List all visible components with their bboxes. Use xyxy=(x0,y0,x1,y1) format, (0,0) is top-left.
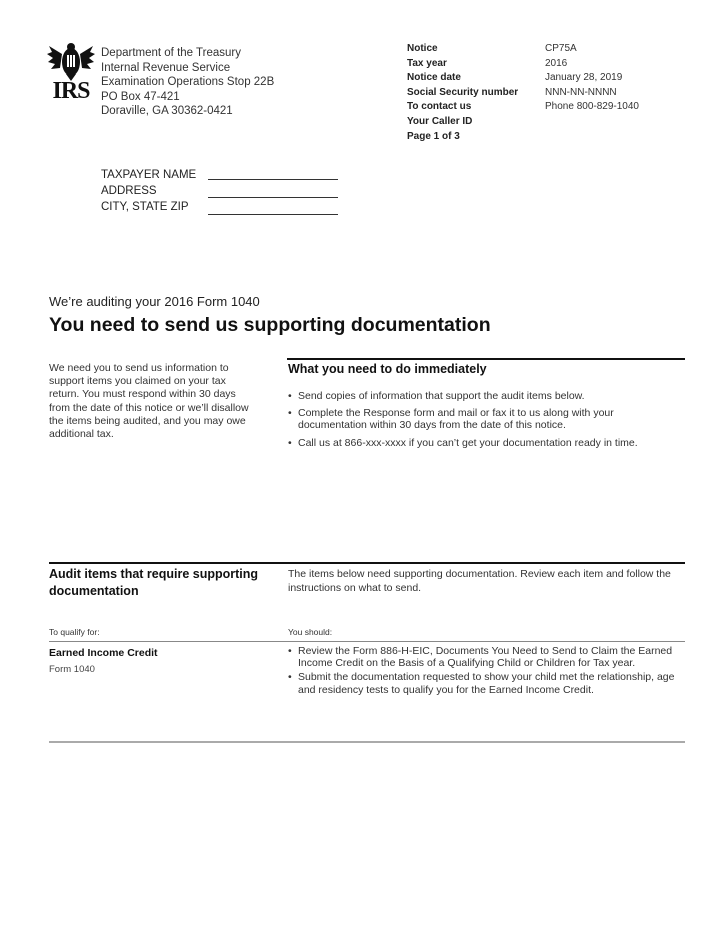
tax-year-value: 2016 xyxy=(545,57,568,69)
agency-line: PO Box 47-421 xyxy=(101,90,180,103)
page-number: Page 1 of 3 xyxy=(407,130,460,142)
eagle-emblem-icon xyxy=(46,42,96,82)
address-label: ADDRESS xyxy=(101,185,157,197)
ssn-value: NNN-NN-NNNN xyxy=(545,86,617,98)
section-divider xyxy=(49,562,685,564)
audit-action-item: • Review the Form 886-H-EIC, Documents You Need to Send to Claim the Earned Income Credit on the Basis of a Qualifying Child or Children for Tax year. xyxy=(288,645,680,669)
notice-subtitle: We’re auditing your 2016 Form 1040 xyxy=(49,294,260,309)
column-header-qualify: To qualify for: xyxy=(49,627,100,637)
notice-date-value: January 28, 2019 xyxy=(545,72,623,84)
agency-line: Doraville, GA 30362-0421 xyxy=(101,105,233,117)
todo-item: • Send copies of information that support the audit items below. xyxy=(288,390,668,402)
audit-action-item: • Submit the documentation requested to show your child met the relationship, age and residency tests to qualify you for the Earned Income Credit. xyxy=(288,671,680,695)
taxpayer-name-label: TAXPAYER NAME xyxy=(101,169,197,181)
todo-item: • Complete the Response form and mail or fax it to us along with your documentation within 30 days from the date of this notice. xyxy=(288,407,668,431)
notice-date-label: Notice date xyxy=(407,72,461,84)
audit-item-name: Earned Income Credit xyxy=(49,647,158,659)
caller-id-label: Your Caller ID xyxy=(407,115,473,127)
notice-label: Notice xyxy=(407,43,438,54)
table-bottom-divider xyxy=(49,741,685,743)
agency-line: Internal Revenue Service xyxy=(101,61,231,74)
irs-logo-text: IRS xyxy=(52,78,90,104)
tax-year-label: Tax year xyxy=(407,57,447,69)
audit-item-form: Form 1040 xyxy=(49,664,95,675)
notice-value: CP75A xyxy=(545,43,577,54)
agency-line: Examination Operations Stop 22B xyxy=(101,76,275,88)
contact-value: Phone 800-829-1040 xyxy=(545,101,639,113)
intro-paragraph: We need you to send us information to support items you claimed on your tax return. You must respond within 30 days from the date of this notice or we’ll disallow the items being audited, and you may owe additional tax. xyxy=(49,362,249,441)
taxpayer-name-line xyxy=(208,179,338,180)
table-header-divider xyxy=(49,641,685,642)
agency-line: Department of the Treasury xyxy=(101,47,241,59)
ssn-label: Social Security number xyxy=(407,86,519,98)
todo-list xyxy=(288,390,668,454)
todo-heading: What you need to do immediately xyxy=(288,362,487,376)
notice-info-labels xyxy=(407,42,518,144)
irs-logo xyxy=(46,42,96,108)
agency-address xyxy=(101,46,274,119)
audit-actions-list xyxy=(288,645,680,698)
audit-heading: Audit items that require supporting documentation xyxy=(49,567,259,598)
city-state-zip-label: CITY, STATE ZIP xyxy=(101,201,189,213)
city-state-zip-line xyxy=(208,214,338,215)
section-divider xyxy=(287,358,685,360)
column-header-should: You should: xyxy=(288,627,333,637)
contact-label: To contact us xyxy=(407,101,472,113)
notice-title: You need to send us supporting documentation xyxy=(49,314,491,336)
taxpayer-block xyxy=(101,167,196,215)
notice-info-values xyxy=(545,42,639,115)
todo-item: • Call us at 866-xxx-xxxx if you can’t get your documentation ready in time. xyxy=(288,437,668,449)
audit-description: The items below need supporting documentation. Review each item and follow the instructions on what to send. xyxy=(288,568,671,594)
address-line xyxy=(208,197,338,198)
